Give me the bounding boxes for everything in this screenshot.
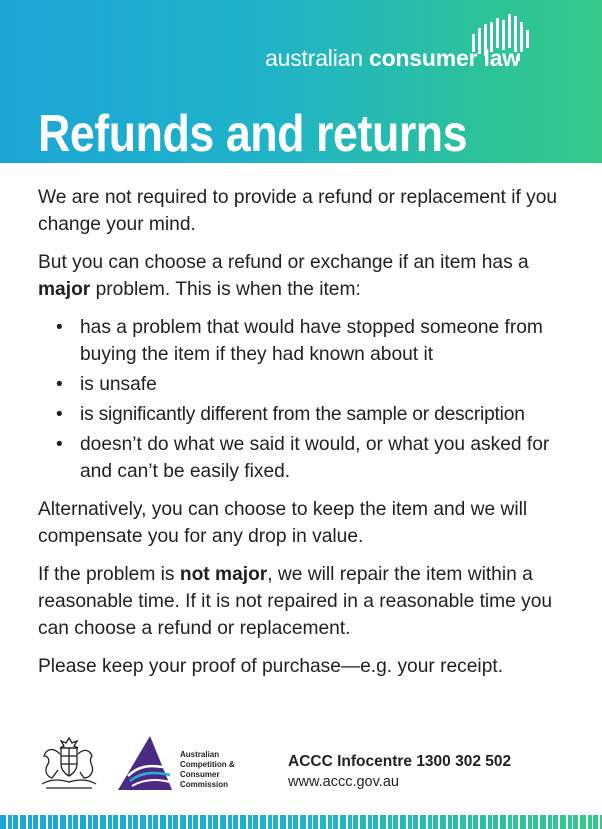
contact-details (288, 752, 511, 792)
infocentre-phone: ACCC Infocentre 1300 302 502 (288, 753, 512, 770)
accc-logo-icon (114, 734, 176, 794)
major-problem-list (38, 314, 578, 485)
header-banner (0, 0, 602, 163)
notice-body (38, 184, 578, 691)
paragraph-not-major-end: , we will repair the item within a reasonable time. If it is not repaired in a reasonable time you can choose a refund or replacement. (38, 564, 553, 639)
list-item: • has a problem that would have stopped someone from buying the item if they had known about it (38, 314, 578, 368)
list-item: • doesn’t do what we said it would, or what you asked for and can’t be easily fixed. (38, 431, 578, 485)
paragraph-change-of-mind: We are not required to provide a refund or replacement if you change your mind. (38, 187, 558, 235)
paragraph-major-end: problem. This is when the item: (90, 279, 361, 300)
accc-name-line: Commission (180, 780, 229, 789)
not-major-emphasis: not major (179, 564, 268, 585)
coat-of-arms-icon (34, 734, 104, 794)
brand-wordmark-bold: consumer law (369, 45, 520, 71)
paragraph-major-start: But you can choose a refund or exchange if an item has a (38, 252, 529, 273)
accc-website-link[interactable]: www.accc.gov.au (288, 774, 399, 790)
accc-name-line: Consumer (180, 770, 220, 779)
accc-name-line: Competition & (180, 760, 235, 769)
list-item: • is unsafe (38, 371, 578, 398)
brand-wordmark-light: australian (265, 45, 369, 71)
paragraph-major-problem (38, 249, 578, 303)
list-item: • is significantly different from the sample or description (38, 401, 578, 428)
accc-name (180, 750, 235, 790)
accc-name-line: Australian (180, 750, 220, 759)
footer (0, 730, 602, 800)
paragraph-proof-of-purchase: Please keep your proof of purchase—e.g. your receipt. (38, 656, 504, 677)
paragraph-not-major-start: If the problem is (38, 564, 180, 585)
major-emphasis: major (38, 279, 91, 300)
paragraph-compensation: Alternatively, you can choose to keep the item and we will compensate you for any drop in value. (38, 499, 528, 547)
page-title: Refunds and returns (38, 105, 468, 163)
paragraph-not-major (38, 561, 578, 642)
bottom-stripe-pattern (0, 815, 602, 829)
brand-wordmark (265, 45, 520, 72)
